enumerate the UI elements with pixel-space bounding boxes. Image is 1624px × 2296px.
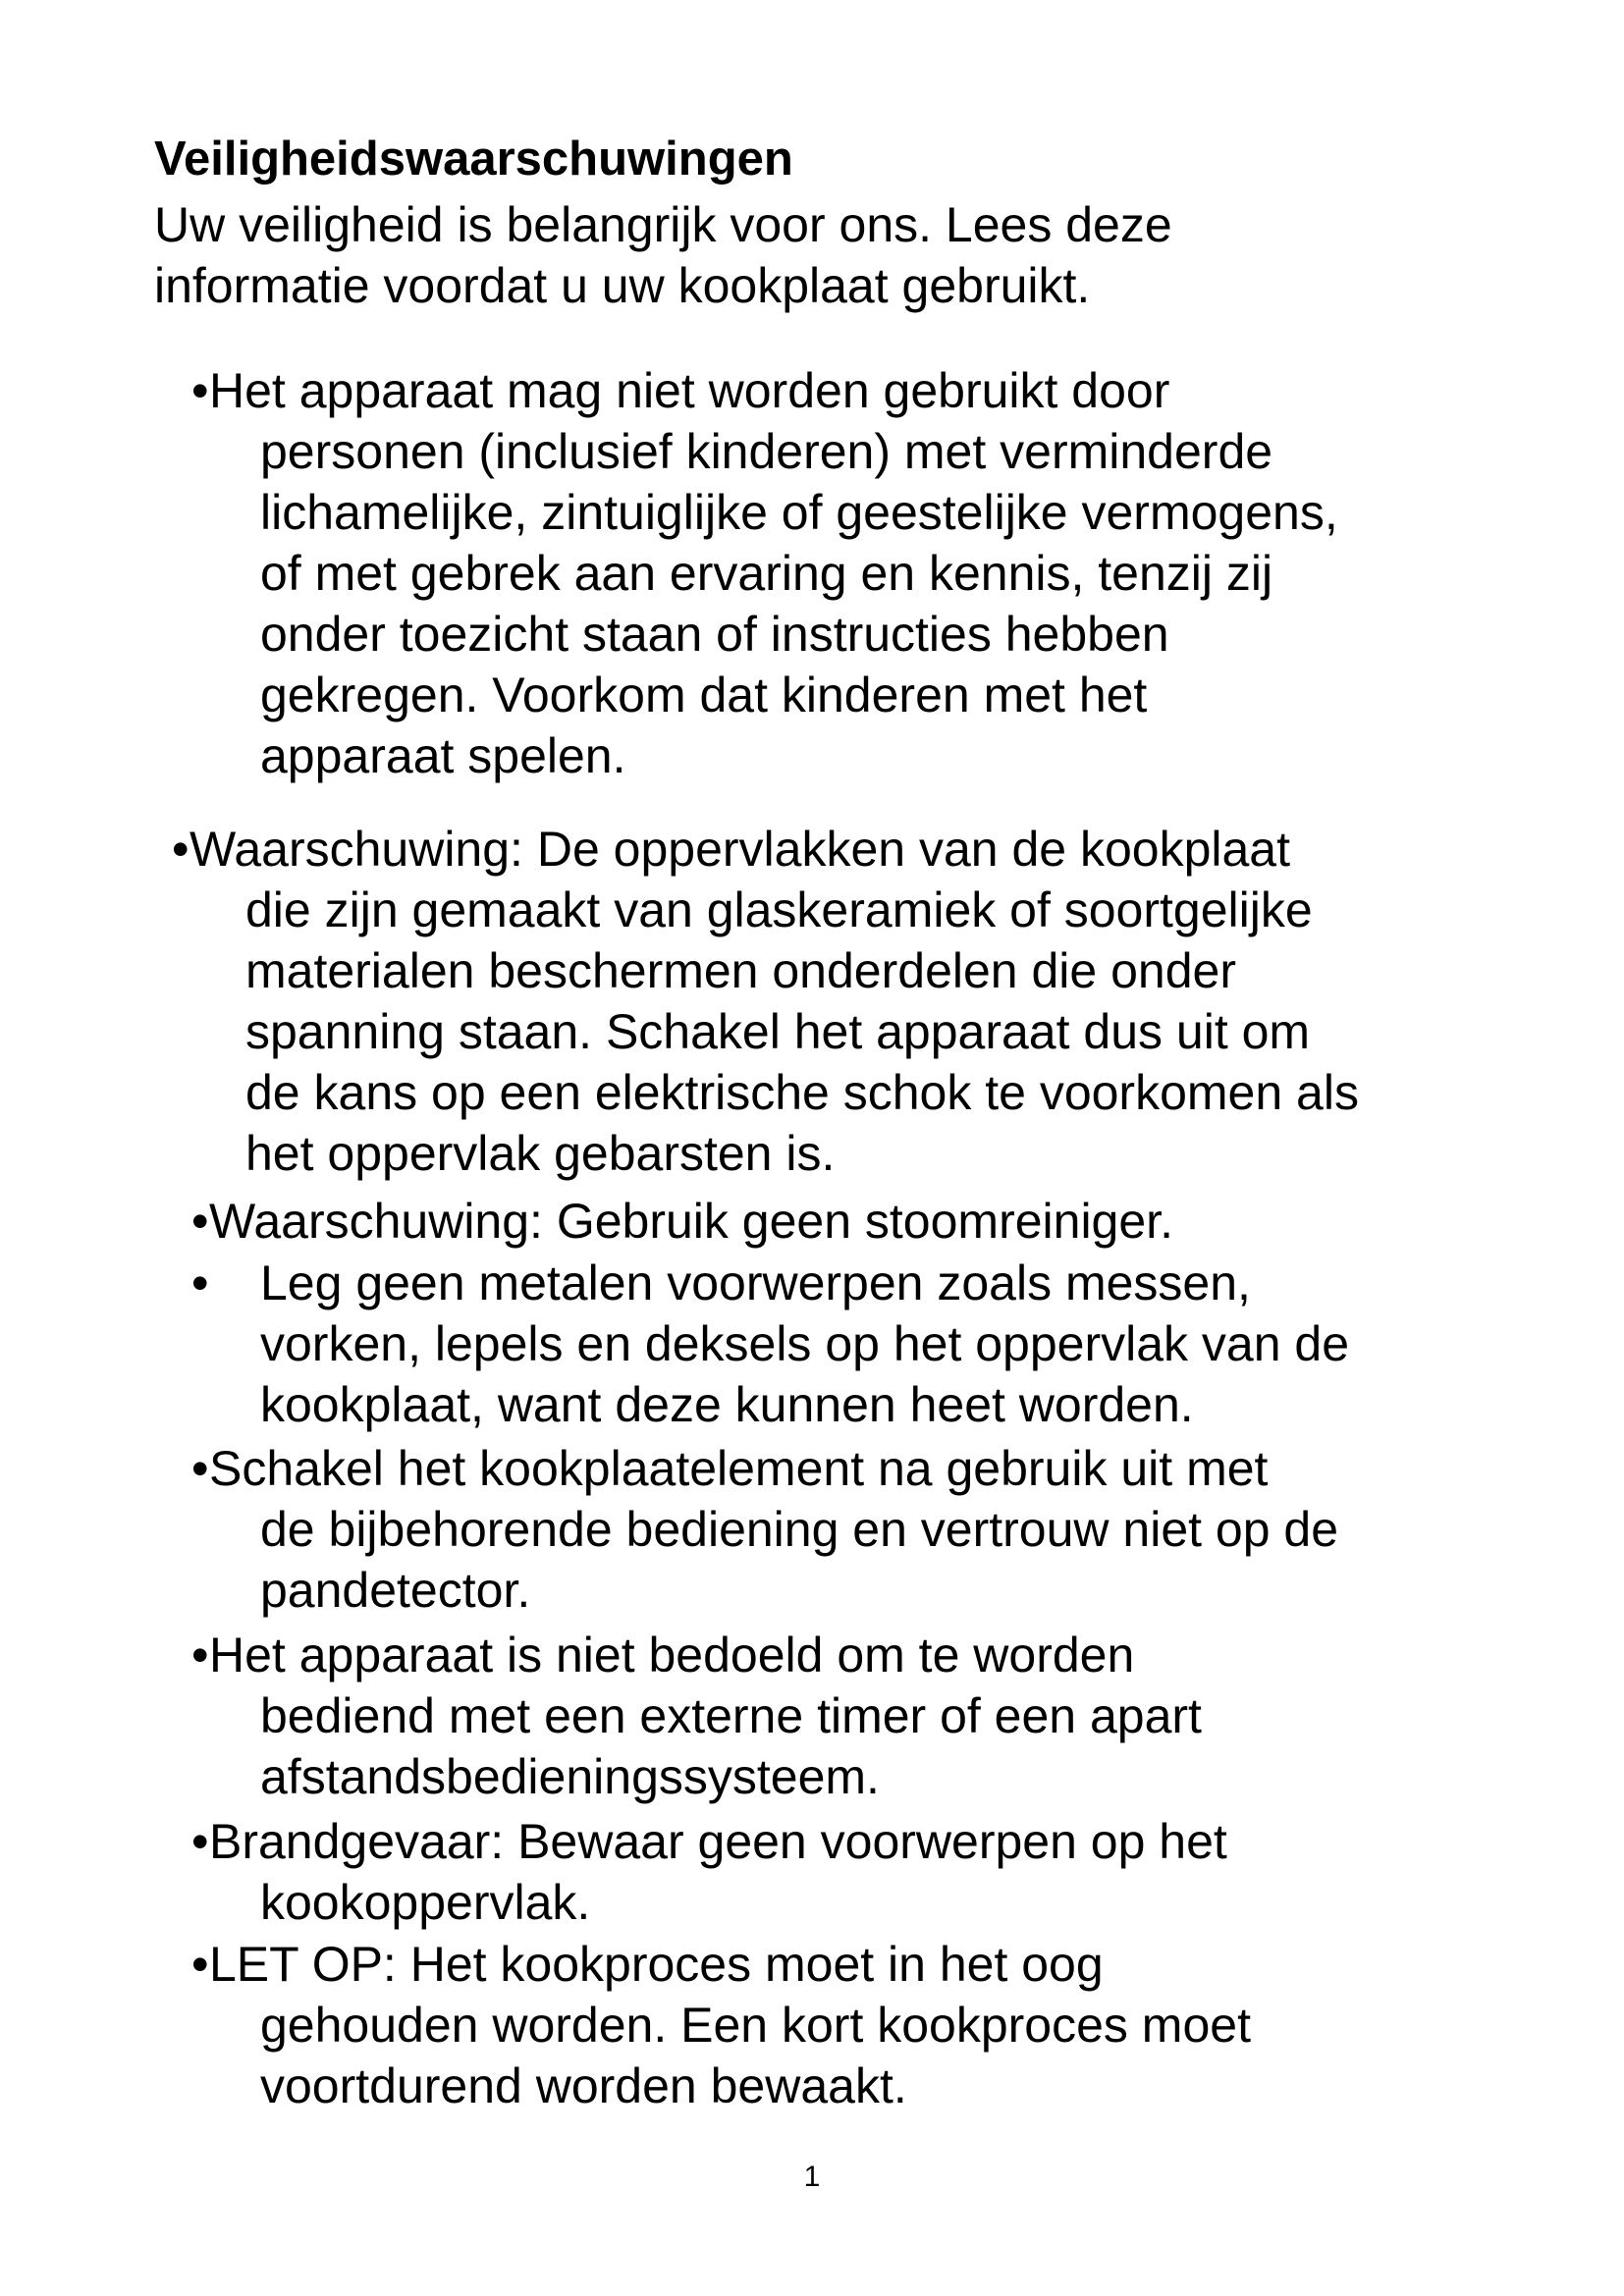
bullet-item [172,819,1359,1184]
bullet-dot: • [191,1628,209,1682]
bullet-text: Het apparaat is niet bedoeld om te worden [209,1628,1135,1682]
bullet-dot: • [191,363,209,418]
bullet-dot: • [191,1937,209,1992]
bullet-continuation: het oppervlak gebarsten is. [245,1126,836,1181]
bullet-continuation: personen (inclusief kinderen) met verminderde [260,424,1273,479]
bullet-continuation: apparaat spelen. [260,728,626,783]
bullet-continuation: de bijbehorende bediening en vertrouw niet op de [260,1502,1339,1557]
bullet-text: Schakel het kookplaatelement na gebruik uit met [209,1441,1269,1496]
bullet-item [191,1191,1173,1252]
bullet-item [191,1438,1338,1621]
bullet-text: Brandgevaar: Bewaar geen voorwerpen op het [209,1814,1227,1869]
bullet-continuation: onder toezicht staan of instructies hebben [260,607,1169,662]
bullet-dot: • [191,1255,209,1310]
intro-line: Uw veiligheid is belangrijk voor ons. Lees deze [154,197,1172,252]
intro-line: informatie voordat u uw kookplaat gebruikt. [154,258,1091,313]
bullet-continuation: afstandsbedieningssysteem. [260,1749,880,1804]
bullet-continuation: die zijn gemaakt van glaskeramiek of soortgelijke [245,882,1313,937]
bullet-continuation: pandetector. [260,1563,531,1618]
bullet-text: Het apparaat mag niet worden gebruikt door [209,363,1170,418]
bullet-item [191,1934,1251,2116]
bullet-text: Waarschuwing: De oppervlakken van de kookplaat [189,822,1290,877]
bullet-dot: • [191,1441,209,1496]
bullet-continuation: voortdurend worden bewaakt. [260,2058,907,2113]
bullet-item [191,1811,1227,1933]
bullet-text: Leg geen metalen voorwerpen zoals messen, [260,1255,1251,1310]
bullet-item [191,360,1338,786]
bullet-continuation: materialen beschermen onderdelen die onder [245,943,1236,998]
bullet-continuation: vorken, lepels en deksels op het oppervlak van de [260,1316,1350,1371]
bullet-continuation: bediend met een externe timer of een apart [260,1688,1202,1743]
bullet-continuation: of met gebrek aan ervaring en kennis, tenzij zij [260,546,1273,601]
intro-paragraph [154,194,1332,316]
bullet-dot: • [191,1194,209,1249]
page-title: Veiligheidswaarschuwingen [154,133,793,186]
bullet-text: LET OP: Het kookproces moet in het oog [209,1937,1104,1992]
bullet-continuation: kookplaat, want deze kunnen heet worden. [260,1377,1194,1432]
bullet-dot: • [172,822,189,877]
bullet-dot: • [191,1814,209,1869]
bullet-item [191,1253,1349,1435]
bullet-continuation: gehouden worden. Een kort kookproces moet [260,1998,1251,2053]
page-number: 1 [803,2161,821,2193]
bullet-continuation: spanning staan. Schakel het apparaat dus uit om [245,1004,1311,1059]
bullet-continuation: lichamelijke, zintuiglijke of geestelijke vermogens, [260,485,1338,540]
bullet-continuation: gekregen. Voorkom dat kinderen met het [260,667,1148,722]
bullet-item [191,1625,1202,1807]
bullet-continuation: de kans op een elektrische schok te voorkomen als [245,1065,1359,1120]
bullet-continuation: kookoppervlak. [260,1875,591,1930]
bullet-text: Waarschuwing: Gebruik geen stoomreiniger. [209,1194,1173,1249]
